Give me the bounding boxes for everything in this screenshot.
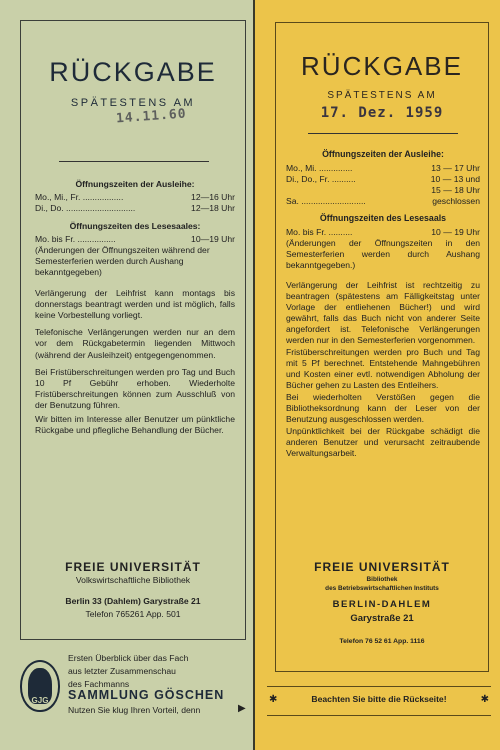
slip-footer — [276, 559, 488, 645]
ad-brand: SAMMLUNG GÖSCHEN — [68, 688, 225, 702]
rule-paragraph: Bei Fristüberschreitungen werden pro Tag und Buch 10 Pf Gebühr erhoben. Wiederholte Fristüberschreitungen können zum Ausschluß von der Benutzung führen. — [35, 366, 235, 411]
lesesaal-note: (Änderungen der Öffnungszeiten während der Semesterferien werden durch Aushang bekanntgegeben) — [35, 245, 210, 278]
rule-paragraph: Verlängerung der Leihfrist kann montags bis donnerstags beantragt werden und ist möglich, falls keine Vorbestellung vorliegt. — [35, 287, 235, 321]
library-city: BERLIN-DAHLEM — [332, 599, 432, 610]
lesesaal-note: (Änderungen der Öffnungszeiten in den Semesterferien werden durch Aushang bekanntgegeben.) — [286, 238, 480, 270]
hours-day: Mo. bis Fr. ................ — [35, 233, 116, 244]
hours-day: Di., Do. ............................. — [35, 203, 136, 214]
advertisement — [20, 652, 246, 732]
hours-time: 10 — 19 Uhr — [431, 227, 480, 237]
logo-letters: GJG — [31, 696, 49, 705]
date-line — [59, 161, 209, 162]
hours-row — [286, 227, 480, 238]
institute-name: des Betriebswirtschaftlichen Instituts — [325, 585, 439, 592]
hours-time: 12—16 Uhr — [191, 192, 235, 203]
hours-time: 15 — 18 Uhr — [431, 185, 480, 195]
arrow-right-icon: ▶ — [238, 703, 246, 714]
rule-paragraph: Verlängerung der Leihfrist ist rechtzeitig zu beantragen (spätestens am Fälligkeitstag unter Vorlage der entliehenen Bücher!) und wird gewährt, falls das Buch nicht von anderer Seite angefordert ist. Telefonische Verlängerungen werden nur in den Semesterferien vorgenommen. — [286, 280, 480, 345]
date-line — [308, 133, 458, 134]
hours-time: geschlossen — [432, 196, 480, 206]
hours-row — [286, 163, 480, 174]
library-slip-right — [255, 0, 500, 750]
hours-row — [35, 203, 235, 214]
hours-time: 12—18 Uhr — [191, 203, 235, 214]
hours-day: Mo., Mi., Fr. ................. — [35, 192, 124, 203]
slip-body — [286, 147, 480, 459]
slip-title: RÜCKGABE — [49, 57, 217, 87]
due-date-stamp: 17. Dez. 1959 — [320, 105, 444, 121]
star-icon: ✱ — [480, 694, 489, 705]
hours-row — [286, 185, 480, 196]
hours-time: 13 — 17 Uhr — [431, 163, 480, 173]
ad-tagline: Nutzen Sie klug Ihren Vorteil, denn — [68, 705, 201, 715]
rule-paragraph: Unpünktlichkeit bei der Rückgabe schädigt die anderen Benutzer und verursacht zeitraubende Verwaltungsarbeit. — [286, 426, 480, 458]
rule-paragraph: Bei wiederholten Verstößen gegen die Bibliotheksordnung kann der Leser von der Benutzung ausgeschlossen werden. — [286, 392, 480, 424]
lesesaal-heading: Öffnungszeiten des Lesesaales: — [69, 220, 201, 231]
rule-paragraph: Wir bitten im Interesse aller Benutzer um pünktliche Rückgabe und pflegliche Behandlung der Bücher. — [35, 413, 235, 435]
slip-frame — [275, 22, 489, 672]
library-phone: Telefon 76 52 61 App. 1116 — [339, 638, 425, 645]
library-name: Bibliothek — [366, 576, 398, 583]
hours-row — [35, 234, 235, 245]
ad-line: aus letzter Zusammenschau — [68, 666, 176, 676]
ad-text — [68, 652, 248, 691]
slip-title: RÜCKGABE — [301, 51, 463, 81]
back-side-note — [267, 686, 491, 716]
hours-row — [286, 196, 480, 207]
lesesaal-heading: Öffnungszeiten des Lesesaals — [319, 213, 447, 223]
ausleihe-heading: Öffnungszeiten der Ausleihe: — [75, 179, 195, 189]
slip-body — [35, 179, 235, 436]
star-icon: ✱ — [269, 694, 278, 705]
slip-frame — [20, 20, 246, 640]
hours-time: 10—19 Uhr — [191, 233, 235, 244]
slip-subtitle: SPÄTESTENS AM — [327, 90, 437, 101]
back-side-text: Beachten Sie bitte die Rückseite! — [311, 694, 447, 704]
goeschen-logo-icon — [20, 660, 60, 712]
ad-line: des Fachmanns — [68, 679, 130, 689]
slip-subtitle: SPÄTESTENS AM — [70, 97, 196, 109]
university-name: FREIE UNIVERSITÄT — [65, 560, 201, 574]
rule-paragraph: Fristüberschreitungen werden pro Buch und Tag mit 5 Pf berechnet. Entstehende Mahngebühren und Kosten einer evtl. notwendigen Abholung der Bücher gehen zu Lasten des Entleihers. — [286, 347, 480, 390]
hours-day: Mo. bis Fr. .......... — [286, 227, 353, 237]
ad-line: Ersten Überblick über das Fach — [68, 653, 189, 663]
hours-day: Di., Do., Fr. .......... — [286, 174, 356, 184]
library-name: Volkswirtschaftliche Bibliothek — [75, 575, 191, 585]
library-address: Berlin 33 (Dahlem) Garystraße 21 — [65, 596, 201, 606]
hours-time: 10 — 13 und — [430, 174, 480, 184]
university-name: FREIE UNIVERSITÄT — [314, 560, 450, 574]
hours-row — [35, 192, 235, 203]
library-phone: Telefon 765261 App. 501 — [85, 609, 181, 619]
rule-paragraph: Telefonische Verlängerungen werden nur an dem vor dem Rückgabetermin liegenden Mittwoch (während der Ausleihzeit) entgegengenommen. — [35, 327, 235, 360]
hours-day: Mo., Mi. .............. — [286, 163, 353, 173]
ausleihe-heading: Öffnungszeiten der Ausleihe: — [322, 149, 444, 159]
due-date-stamp: 14.11.60 — [115, 106, 188, 127]
slip-footer — [21, 561, 245, 621]
library-street: Garystraße 21 — [350, 613, 414, 624]
hours-row — [286, 174, 480, 185]
hours-day: Sa. ........................... — [286, 196, 366, 206]
